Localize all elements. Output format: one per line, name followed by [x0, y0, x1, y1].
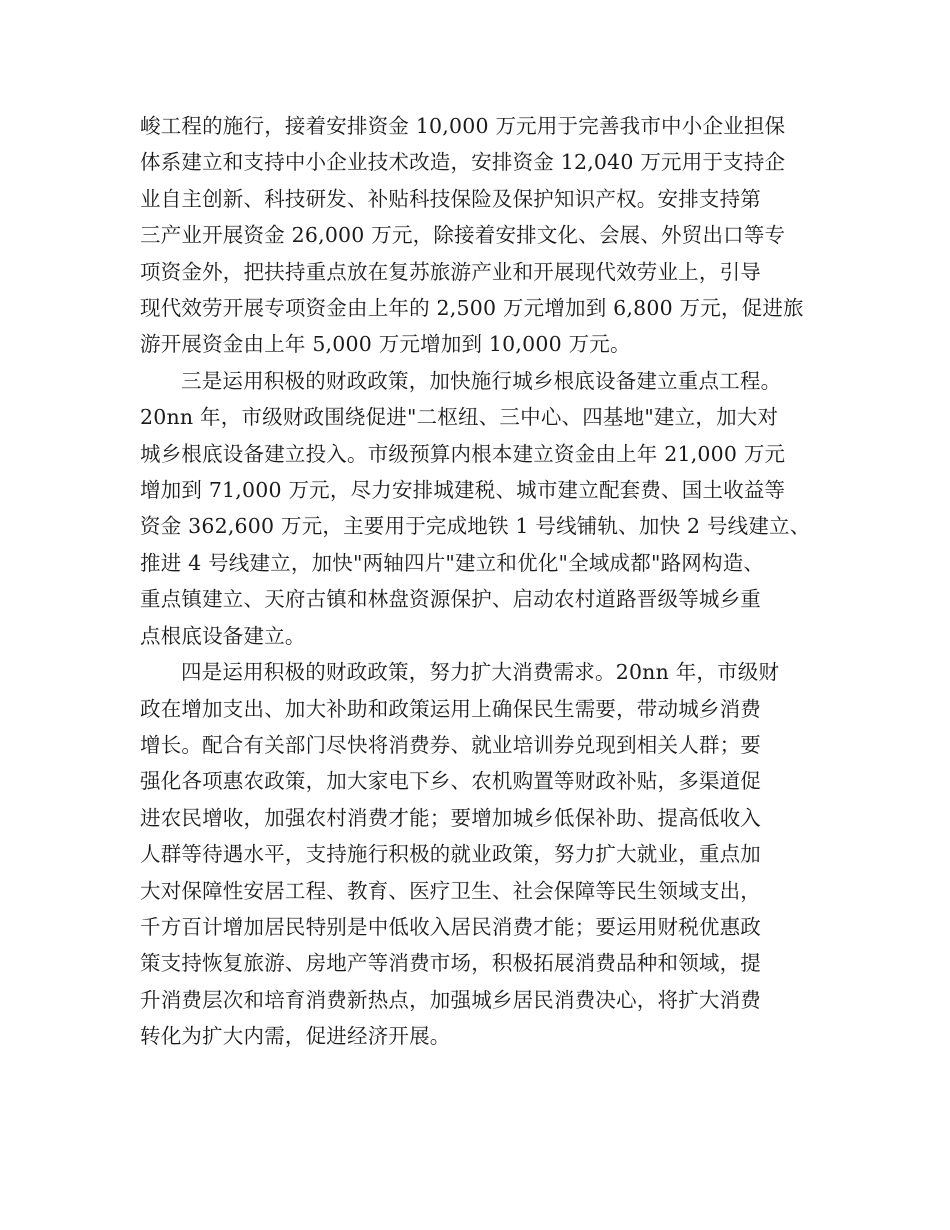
text-line: 游开展资金由上年 5,000 万元增加到 10,000 万元。: [140, 332, 631, 357]
text-line: 三是运用积极的财政政策，加快施行城乡根底设备建立重点工程。: [181, 368, 782, 393]
text-line: 业自主创新、科技研发、补贴科技保险及保护知识产权。安排支持第: [140, 186, 761, 211]
text-line: 20nn 年，市级财政围绕促进"二枢纽、三中心、四基地"建立，加大对: [140, 405, 779, 430]
text-line: 峻工程的施行，接着安排资金 10,000 万元用于完善我市中小企业担保: [140, 114, 786, 138]
text-line: 政在增加支出、加大补助和政策运用上确保民生需要，带动城乡消费: [140, 696, 761, 721]
text-line: 项资金外，把扶持重点放在复苏旅游产业和开展现代效劳业上，引导: [140, 259, 761, 284]
text-line: 千方百计增加居民特别是中低收入居民消费才能；要运用财税优惠政: [140, 914, 761, 939]
document-body: [140, 108, 830, 1055]
paragraph-2: [140, 363, 830, 654]
text-line: 增长。配合有关部门尽快将消费券、就业培训券兑现到相关人群；要: [140, 732, 761, 757]
text-line: 现代效劳开展专项资金由上年的 2,500 万元增加到 6,800 万元，促进旅: [140, 296, 804, 321]
text-line: 大对保障性安居工程、教育、医疗卫生、社会保障等民生领域支出，: [140, 878, 761, 903]
text-line: 资金 362,600 万元，主要用于完成地铁 1 号线铺轨、加快 2 号线建立、: [140, 514, 811, 539]
text-line: 重点镇建立、天府古镇和林盘资源保护、启动农村道路晋级等城乡重: [140, 587, 761, 612]
text-line: 转化为扩大内需，促进经济开展。: [140, 1024, 451, 1049]
text-line: 推进 4 号线建立，加快"两轴四片"建立和优化"全域成都"路网构造、: [140, 550, 765, 575]
text-line: 点根底设备建立。: [140, 623, 306, 648]
text-line: 进农民增收，加强农村消费才能；要增加城乡低保补助、提高低收入: [140, 805, 761, 830]
paragraph-1: [140, 108, 830, 363]
text-line: 增加到 71,000 万元，尽力安排城建税、城市建立配套费、国土收益等: [140, 478, 786, 503]
text-line: 人群等待遇水平，支持施行积极的就业政策，努力扩大就业，重点加: [140, 842, 761, 867]
text-line: 三产业开展资金 26,000 万元，除接着安排文化、会展、外贸出口等专: [140, 223, 786, 248]
text-line: 策支持恢复旅游、房地产等消费市场，积极拓展消费品种和领域，提: [140, 951, 761, 976]
text-line: 四是运用积极的财政政策，努力扩大消费需求。20nn 年，市级财: [181, 660, 780, 685]
paragraph-3: [140, 654, 830, 1054]
text-line: 城乡根底设备建立投入。市级预算内根本建立资金由上年 21,000 万元: [140, 441, 786, 466]
text-line: 升消费层次和培育消费新热点，加强城乡居民消费决心，将扩大消费: [140, 987, 761, 1012]
text-line: 强化各项惠农政策，加大家电下乡、农机购置等财政补贴，多渠道促: [140, 769, 761, 794]
text-line: 体系建立和支持中小企业技术改造，安排资金 12,040 万元用于支持企: [140, 150, 786, 175]
